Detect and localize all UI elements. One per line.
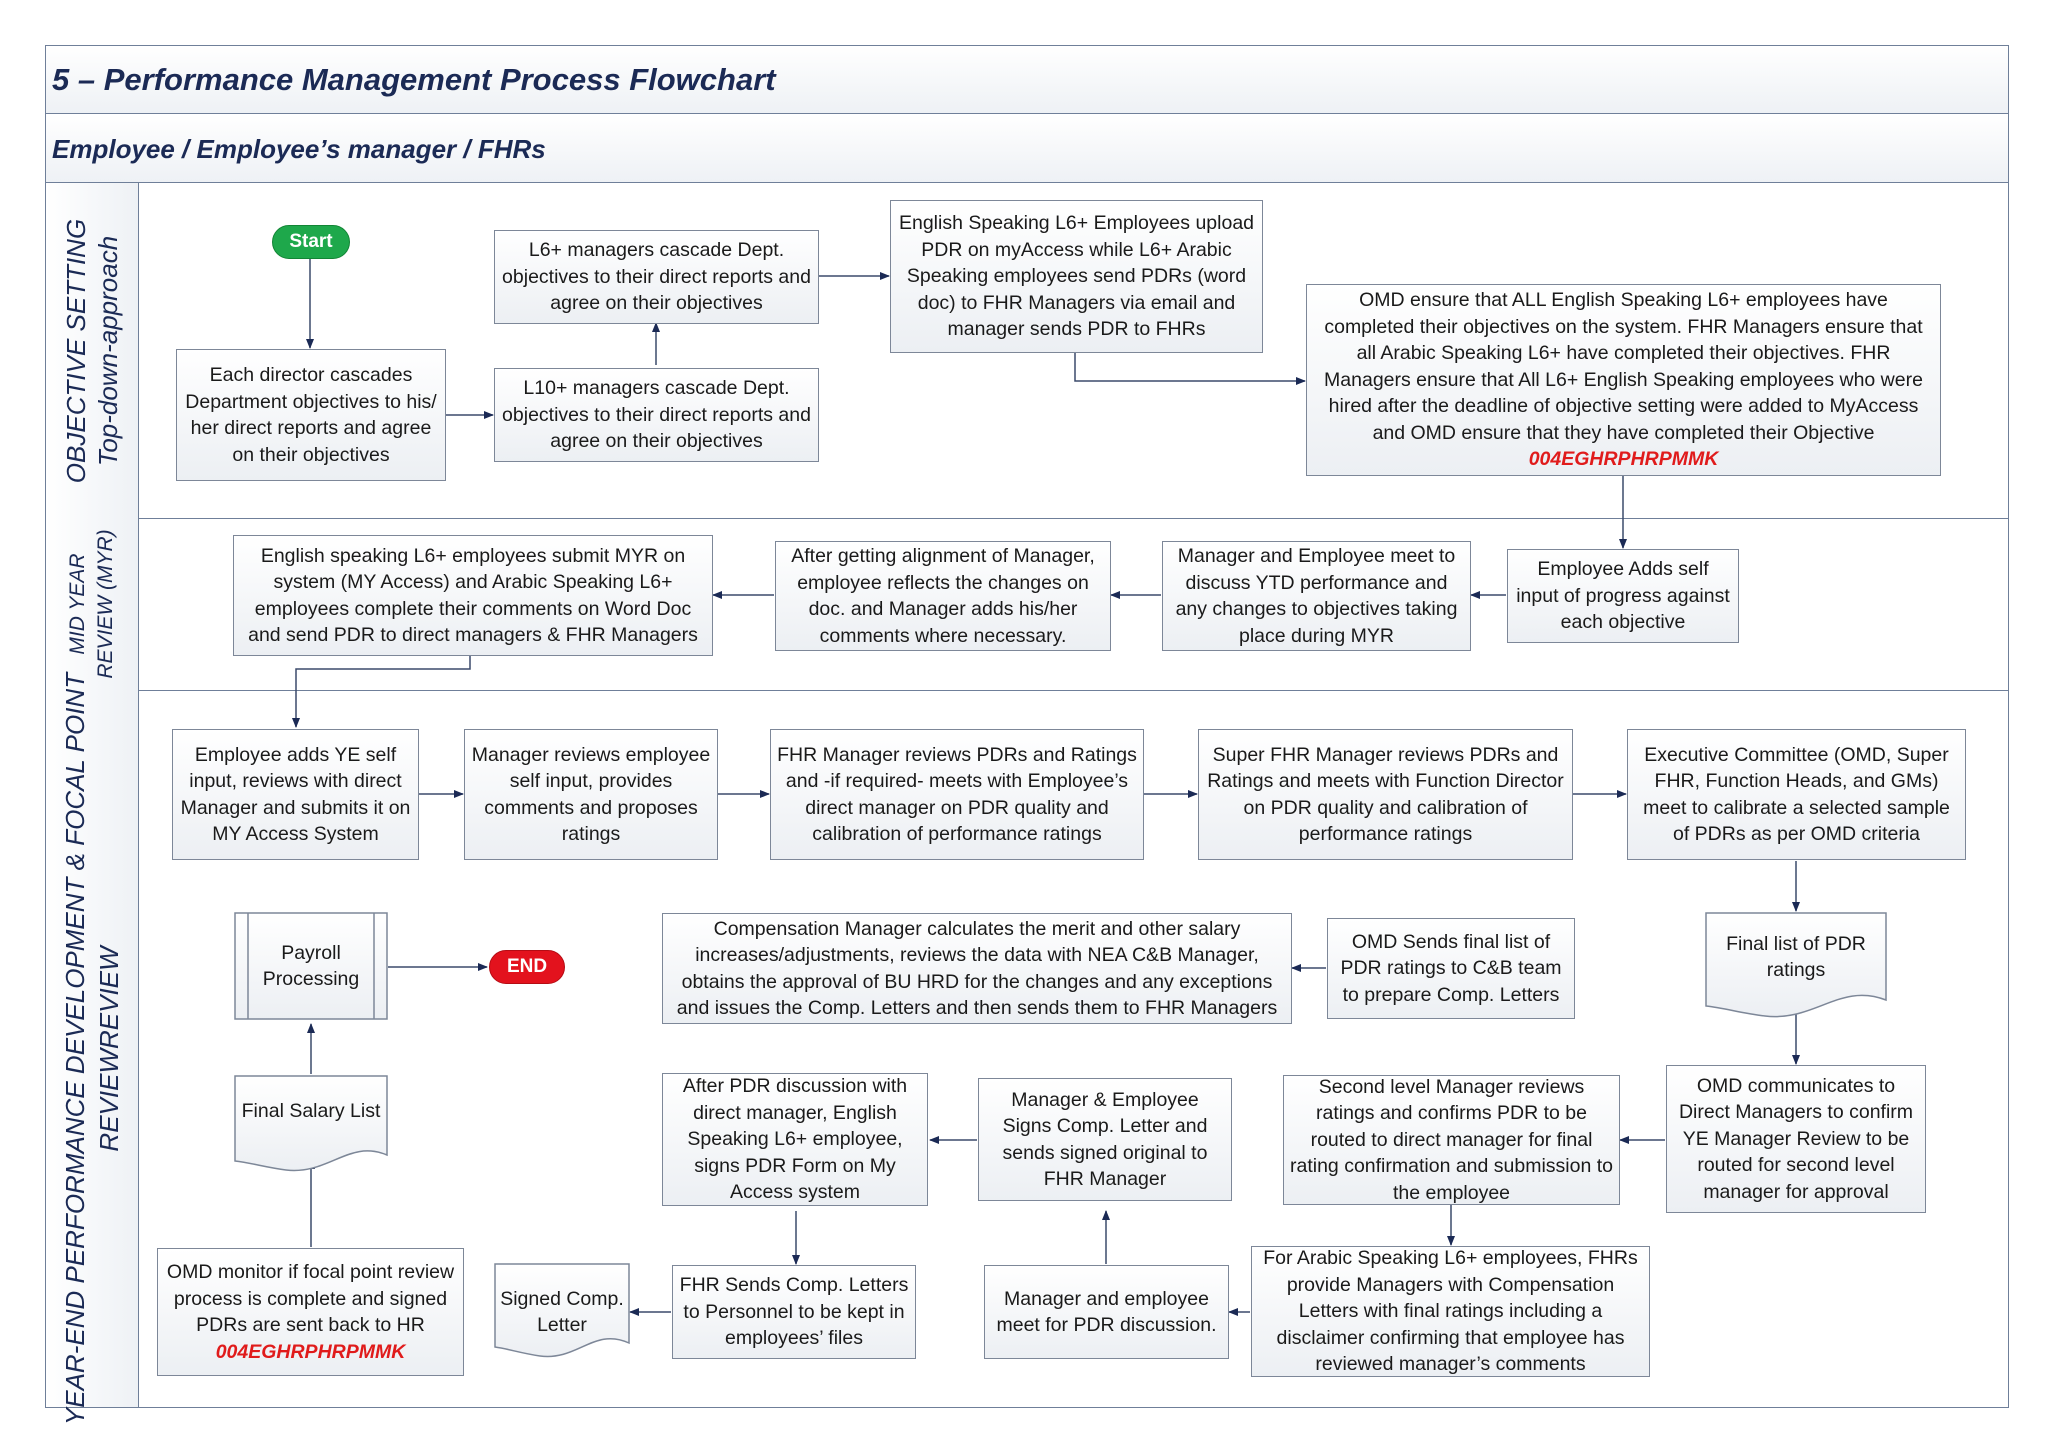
step-exec-committee: Executive Committee (OMD, Super FHR, Function Heads, and GMs) meet to calibrate a selected sample of PDRs as per OMD criteria [1627, 729, 1966, 860]
step-super-fhr: Super FHR Manager reviews PDRs and Ratings and meets with Function Director on PDR quality and calibration of performance ratings [1198, 729, 1573, 860]
doc-signed-letter [494, 1263, 630, 1363]
step-l6-cascade: L6+ managers cascade Dept. objectives to their direct reports and agree on their objectives [494, 230, 819, 324]
reference-code: 004EGHRPHRPMMK [1528, 448, 1719, 471]
lane-subtitle: REVIEW (MYR) [94, 529, 117, 679]
step-ye-self-input: Employee adds YE self input, reviews with direct Manager and submits it on MY Access System [172, 729, 419, 860]
page-subtitle: Employee / Employee’s manager / FHRs [52, 134, 546, 164]
step-l10-cascade: L10+ managers cascade Dept. objectives to their direct reports and agree on their objectives [494, 368, 819, 462]
step-arabic-fhrs: For Arabic Speaking L6+ employees, FHRs provide Managers with Compensation Letters with final ratings including a disclaimer confirming that employee has reviewed manager’s comments [1251, 1246, 1650, 1377]
step-after-discussion: After PDR discussion with direct manager, English Speaking L6+ employee, signs PDR Form on My Access system [662, 1073, 928, 1206]
step-manager-employee-meet: Manager and employee meet for PDR discussion. [984, 1265, 1229, 1359]
final-salary-text: Final Salary List [241, 1099, 381, 1122]
step-omd-monitor [157, 1248, 464, 1376]
lane-subtitle: Top-down-approach [93, 235, 123, 466]
page-title: 5 – Performance Management Process Flowchart [52, 62, 776, 97]
step-manager-reviews: Manager reviews employee self input, provides comments and proposes ratings [464, 729, 718, 860]
step-omd-ensure-text: OMD ensure that ALL English Speaking L6+ employees have completed their objectives on the system. FHR Managers ensure that all Arabic Speaking L6+ have completed their objectives. FHR Managers ensure that All L6+ English Speaking employees who were hired after the deadline of objective setting were added to MyAccess and OMD ensure that they have completed their Objective [1324, 289, 1923, 444]
step-director-cascade: Each director cascades Department objectives to his/ her direct reports and agree on their objectives [176, 349, 446, 481]
step-fhr-sends: FHR Sends Comp. Letters to Personnel to be kept in employees’ files [672, 1265, 916, 1359]
step-second-level: Second level Manager reviews ratings and confirms PDR to be routed to direct manager for final rating confirmation and submission to the employee [1283, 1075, 1620, 1205]
end-terminal: END [489, 950, 565, 984]
reference-code: 004EGHRPHRPMMK [215, 1340, 406, 1363]
step-alignment: After getting alignment of Manager, employee reflects the changes on doc. and Manager adds his/her comments where necessary. [775, 541, 1111, 651]
step-omd-sends: OMD Sends final list of PDR ratings to C&B team to prepare Comp. Letters [1327, 918, 1575, 1019]
step-fhr-reviews: FHR Manager reviews PDRs and Ratings and -if required- meets with Employee’s direct manager on PDR quality and calibration of performance ratings [770, 729, 1144, 860]
step-self-input: Employee Adds self input of progress against each objective [1507, 549, 1739, 643]
step-submit-myr: English speaking L6+ employees submit MYR on system (MY Access) and Arabic Speaking L6+ employees complete their comments on Word Doc and send PDR to direct managers & FHR Managers [233, 535, 713, 656]
step-manager-employee-signs: Manager & Employee Signs Comp. Letter and sends signed original to FHR Manager [978, 1078, 1232, 1201]
doc-final-salary [234, 1075, 388, 1177]
step-omd-monitor-text: OMD monitor if focal point review process is complete and signed PDRs are sent back to HR [166, 1261, 455, 1336]
step-payroll [234, 912, 388, 1020]
signed-letter-text: Signed Comp. Letter [500, 1287, 624, 1336]
step-meet-ytd: Manager and Employee meet to discuss YTD performance and any changes to objectives taking place during MYR [1162, 541, 1471, 651]
lane-title: OBJECTIVE SETTING [61, 218, 91, 483]
final-list-text: Final list of PDR ratings [1726, 932, 1866, 981]
lane-title: MID YEAR [66, 553, 89, 655]
step-upload-pdr: English Speaking L6+ Employees upload PDR on myAccess while L6+ Arabic Speaking employees send PDRs (word doc) to FHR Managers via email and manager sends PDR to FHRs [890, 200, 1263, 353]
lane-subtitle: REVIEWREVIEW [94, 945, 124, 1152]
payroll-text: Payroll Processing [262, 941, 360, 990]
start-terminal: Start [272, 225, 350, 259]
step-omd-ensure [1306, 284, 1941, 476]
lane-title: YEAR-END PERFORMANCE DEVELOPMENT & FOCAL POINT [60, 672, 90, 1425]
step-comp-manager: Compensation Manager calculates the merit and other salary increases/adjustments, reviews the data with NEA C&B Manager, obtains the approval of BU HRD for the changes and any exceptions and issues the Comp. Letters and then sends them to FHR Managers [662, 913, 1292, 1024]
step-omd-communicates: OMD communicates to Direct Managers to confirm YE Manager Review to be routed for second level manager for approval [1666, 1065, 1926, 1213]
doc-final-list [1705, 912, 1887, 1024]
